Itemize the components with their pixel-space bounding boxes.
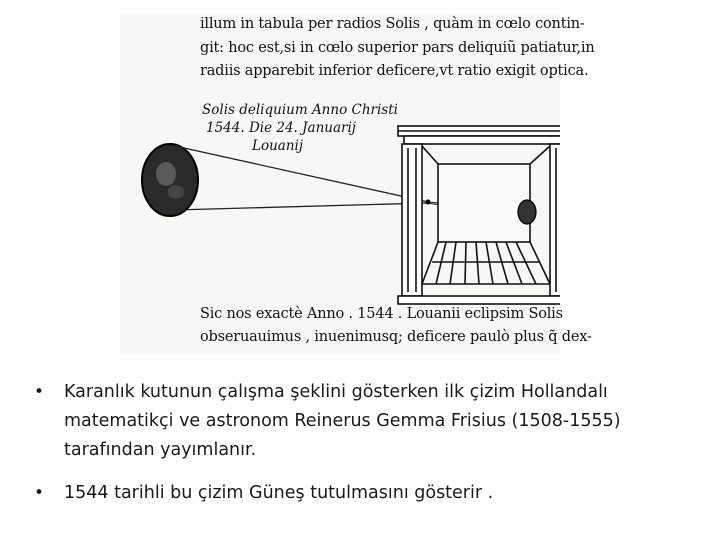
eclipsed-sun-drawing xyxy=(142,144,198,216)
bullet-list xyxy=(34,378,694,522)
latin-caption-line-1: Sic nos exactè Anno . 1544 . Louanii eclipsim Solis xyxy=(200,306,563,322)
pinhole xyxy=(426,200,431,205)
bullet-2-line-1: 1544 tarihli bu çizim Güneş tutulmasını gösterir . xyxy=(64,483,494,503)
latin-caption-line-2: obseruauimus , inuenimusq; deficere paulò plus q̃ dex- xyxy=(200,329,592,345)
latin-text-line-3: radiis apparebit inferior deficere,vt ratio exigit optica. xyxy=(200,63,589,79)
bullet-item-2 xyxy=(34,479,694,508)
latin-text-line-2: git: hoc est,si in cœlo superior pars deliquiũ patiatur,in xyxy=(200,40,595,56)
camera-obscura-illustration xyxy=(120,14,560,314)
handwritten-caption-line-1: Solis deliquium Anno Christi xyxy=(202,102,398,118)
handwritten-caption-line-3: Louanij xyxy=(252,138,304,154)
bullet-marker: • xyxy=(34,382,45,402)
bullet-1-line-2: matematikçi ve astronom Reinerus Gemma Frisius (1508-1555) xyxy=(64,411,621,431)
light-ray-upper xyxy=(175,146,428,202)
bullet-1-line-3: tarafından yayımlanır. xyxy=(64,440,257,460)
light-ray-lower xyxy=(175,203,428,210)
bullet-item-1 xyxy=(34,378,694,465)
projected-eclipse-image xyxy=(518,200,536,224)
handwritten-caption-line-2: 1544. Die 24. Januarij xyxy=(206,120,356,136)
bullet-1-line-1: Karanlık kutunun çalışma şeklini gösterken ilk çizim Hollandalı xyxy=(64,382,608,402)
bullet-marker: • xyxy=(34,483,45,503)
latin-text-line-1: illum in tabula per radios Solis , quàm in cœlo contin- xyxy=(200,16,585,32)
